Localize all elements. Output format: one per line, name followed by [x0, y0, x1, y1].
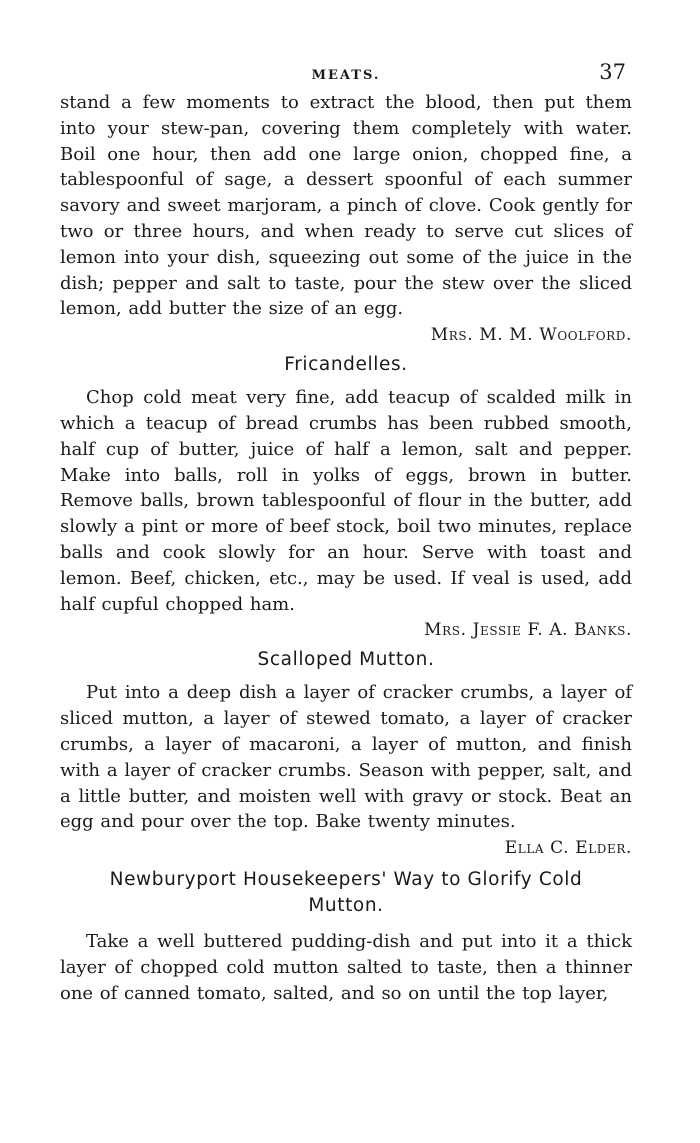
recipe-body: Chop cold meat very fine, add teacup of scalded milk in which a teacup of bread crumbs has been rubbed smooth, half cup of butter, juice of half a lemon, salt and pepper. Make into balls, roll in yolks of eggs, brown in butter. Remove balls, brown tablespoonful of flour in the butter, add slowly a pint or more of beef stock, boil two minutes, replace balls and cook slowly for an hour. Serve with toast and lemon. Beef, chicken, etc., may be used. If veal is used, add half cupful chopped ham.	[60, 387, 632, 615]
running-head	[60, 58, 632, 90]
recipe-title: Fricandelles.	[284, 354, 408, 376]
page-content	[60, 58, 632, 1007]
continued-recipe-text: stand a few moments to extract the blood, then put them into your stew-pan, covering them completely with water. Boil one hour, then add one large onion, chopped fine, a tablespoonful of sage, a dessert spoonful of each summer savory and sweet marjoram, a pinch of clove. Cook gently for two or three hours, and when ready to serve cut slices of lemon into your dish, squeezing out some of the juice in the dish; pepper and salt to taste, pour the stew over the sliced lemon, add butter the size of an egg.	[60, 92, 632, 320]
section-title: MEATS.	[311, 68, 381, 83]
recipe-body: Take a well buttered pudding-dish and put into it a thick layer of chopped cold mutton salted to taste, then a thinner one of canned tomato, salted, and so on until the top layer,	[60, 931, 632, 1004]
recipe-title: Newburyport Housekeepers' Way to Glorify Cold Mutton.	[109, 869, 583, 917]
recipe-author: Ella C. Elder.	[504, 838, 632, 859]
recipe-author: Mrs. M. M. Woolford.	[430, 325, 632, 346]
recipe-author: Mrs. Jessie F. A. Banks.	[424, 620, 632, 641]
recipe-title: Scalloped Mutton.	[257, 649, 435, 671]
page-number: 37	[599, 60, 626, 84]
recipe-body: Put into a deep dish a layer of cracker crumbs, a layer of sliced mutton, a layer of stewed tomato, a layer of cracker crumbs, a layer of macaroni, a layer of mutton, and finish with a layer of cracker crumbs. Season with pepper, salt, and a little butter, and moisten well with gravy or stock. Beat an egg and pour over the top. Bake twenty minutes.	[60, 682, 632, 833]
